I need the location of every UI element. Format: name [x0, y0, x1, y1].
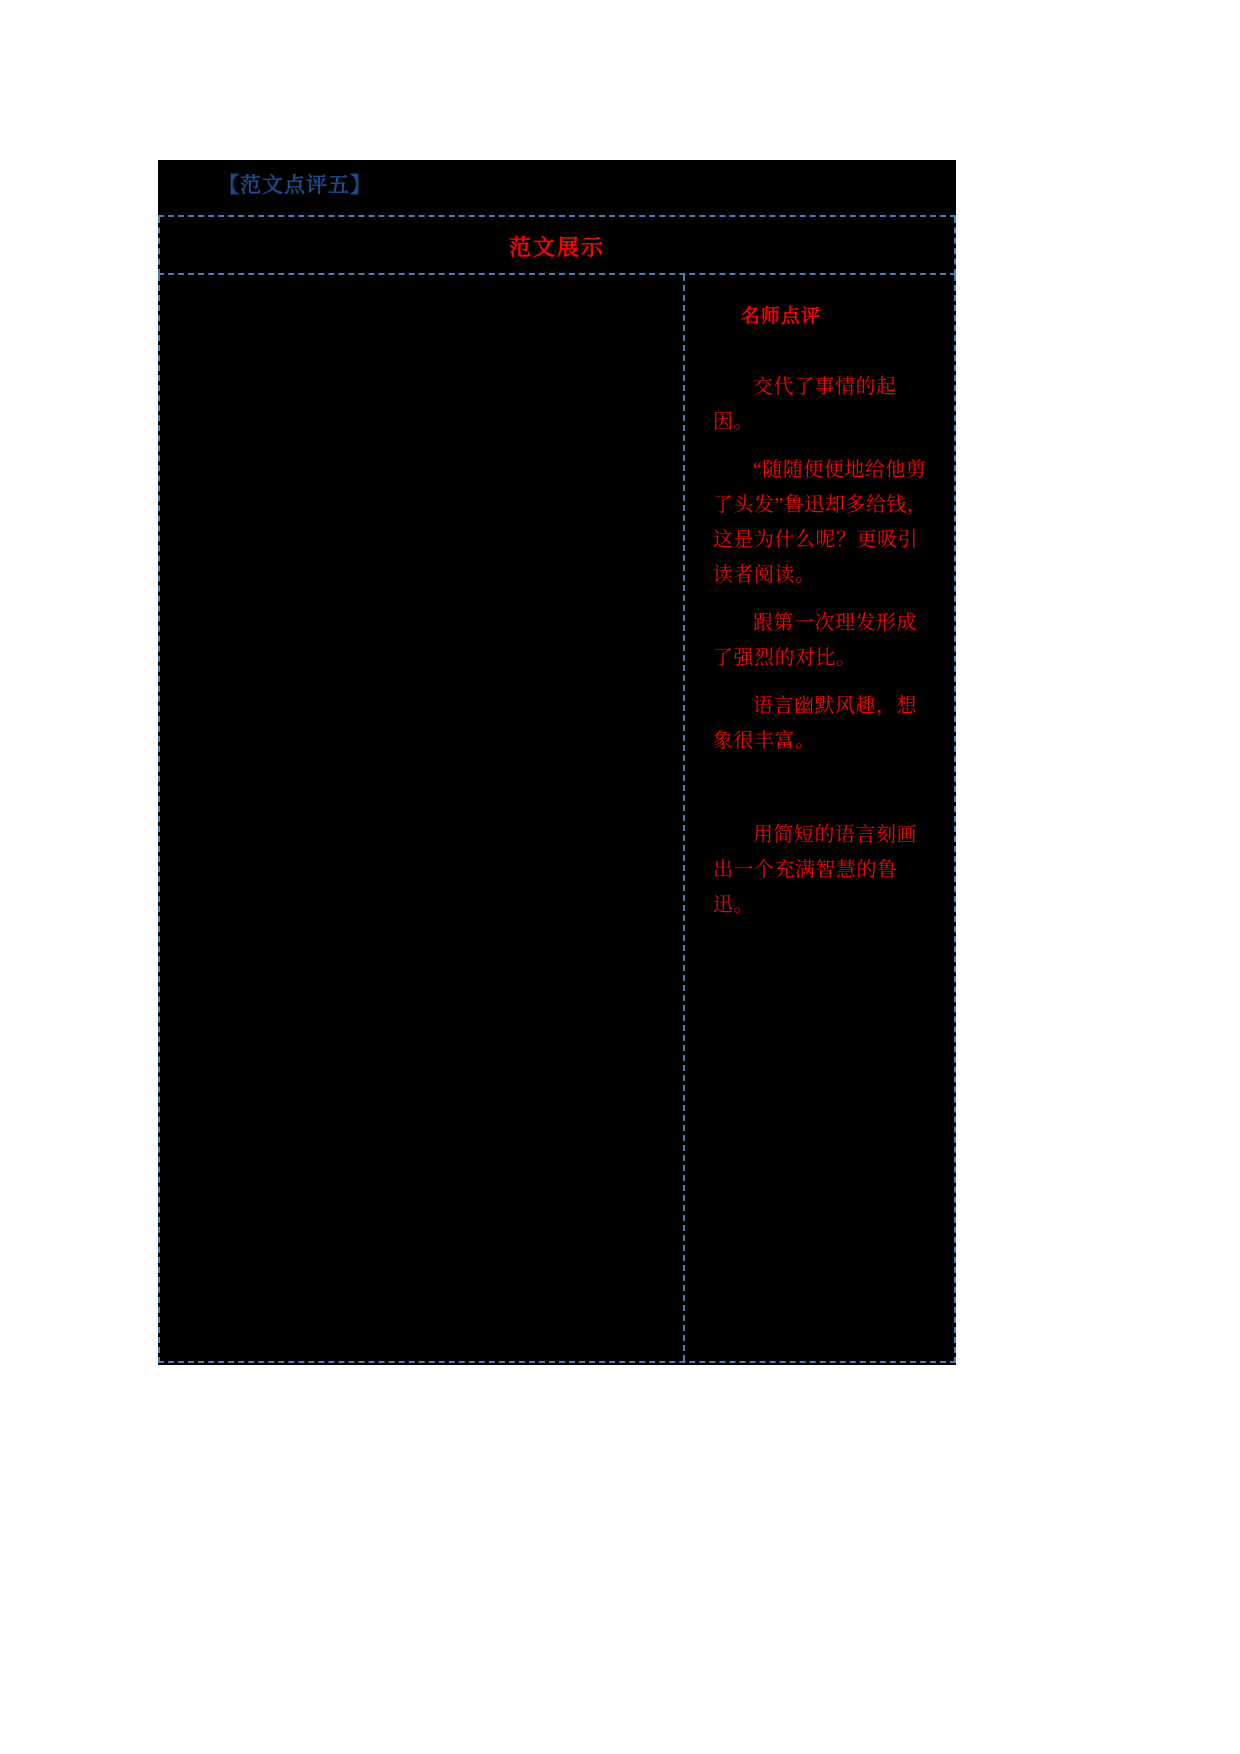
essay-body-text [160, 275, 683, 303]
comment-item: 用简短的语言刻画出一个充满智慧的鲁迅。 [713, 824, 917, 916]
comment-list [713, 370, 932, 923]
table-row-title [158, 160, 956, 217]
comment-column-title: 名师点评 [741, 305, 822, 327]
table-heading: 范文展示 [508, 236, 605, 261]
comment-item: 语言幽默风趣，想象很丰富。 [713, 695, 917, 752]
section-label: 【范文点评五】 [218, 173, 372, 197]
comment-item: “随随便便地给他剪了头发”鲁迅却多给钱，这是为什么呢？更吸引读者阅读。 [713, 459, 928, 586]
table-row-body [158, 275, 956, 1363]
comment-item: 交代了事情的起因。 [713, 376, 897, 433]
essay-display-column [160, 275, 685, 1361]
comment-item: 跟第一次理发形成了强烈的对比。 [713, 612, 917, 669]
teacher-comment-column [685, 275, 954, 1361]
comment-table [158, 160, 956, 1365]
table-row-heading [158, 217, 956, 275]
comment-spacer [713, 772, 932, 818]
